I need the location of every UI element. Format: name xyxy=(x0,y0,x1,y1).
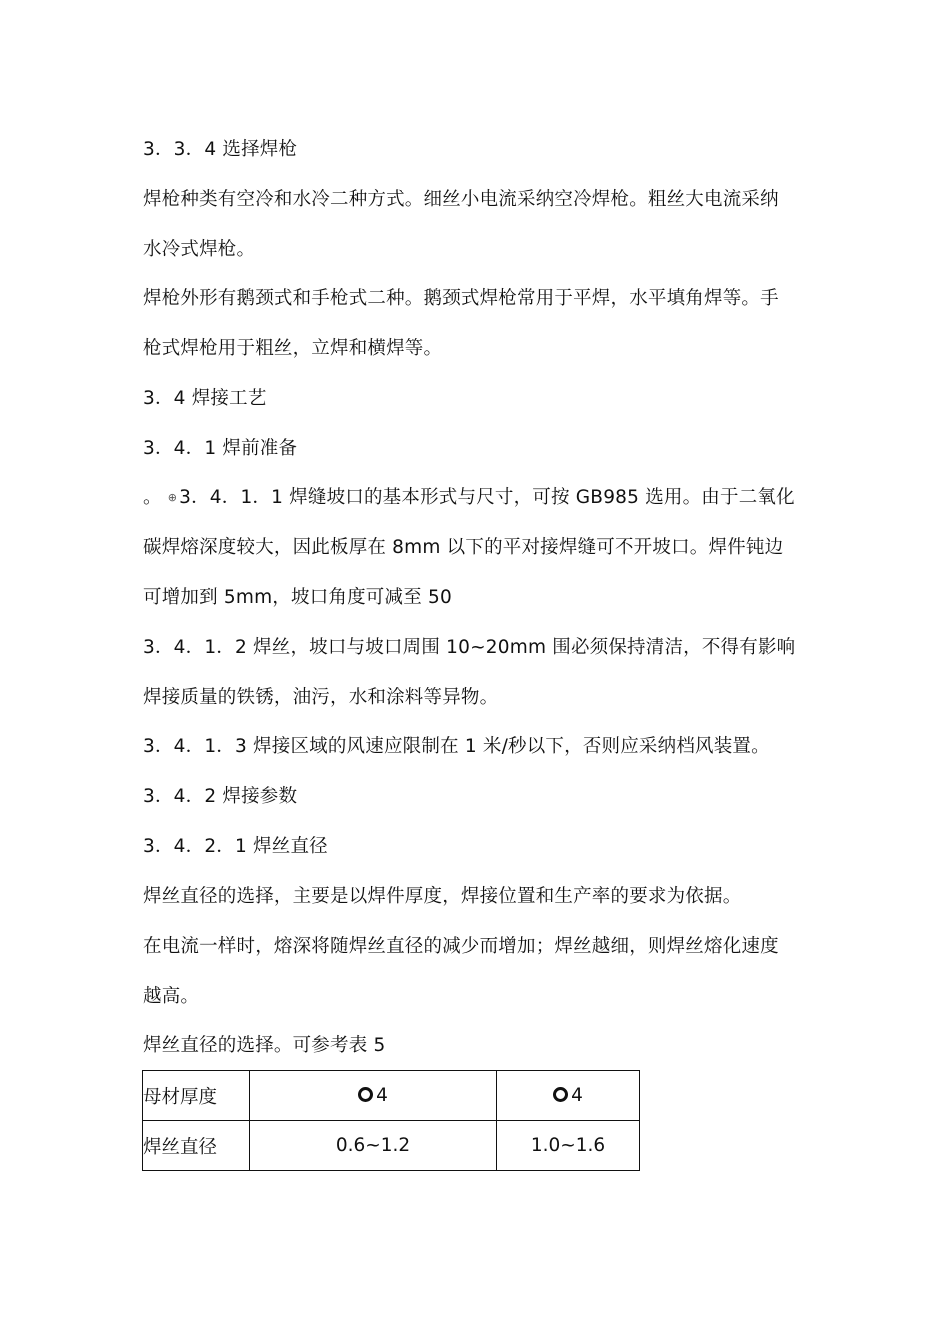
table-row xyxy=(143,1121,640,1171)
paragraph-line: 在电流一样时，熔深将随焊丝直径的减少而增加；焊丝越细，则焊丝熔化速度 xyxy=(143,936,779,957)
heading-3-4: 3．4 焊接工艺 xyxy=(143,388,267,409)
table-cell xyxy=(250,1071,497,1121)
paragraph-line: 3．4．1．3 焊接区域的风速应限制在 1 米/秒以下，否则应采纳档风装置。 xyxy=(143,736,770,757)
paragraph-line: 焊丝直径的选择，主要是以焊件厚度，焊接位置和生产率的要求为依据。 xyxy=(143,886,742,907)
anchor-mark-icon: ⊕ xyxy=(167,491,178,504)
paragraph-line-with-mark xyxy=(143,486,823,510)
row-label-base-thickness: 母材厚度 xyxy=(143,1071,250,1121)
paragraph-line: 枪式焊枪用于粗丝，立焊和横焊等。 xyxy=(143,338,443,359)
paragraph-line: 3．4．1．2 焊丝，坡口与坡口周围 10~20mm 围必须保持清洁，不得有影响 xyxy=(143,637,796,658)
paragraph-line: 焊枪外形有鹅颈式和手枪式二种。鹅颈式焊枪常用于平焊，水平填角焊等。手 xyxy=(143,288,779,309)
heading-3-4-2-1: 3．4．2．1 焊丝直径 xyxy=(143,836,328,857)
diameter-symbol-icon xyxy=(553,1087,568,1102)
table-cell: 1.0~1.6 xyxy=(497,1121,640,1171)
table-caption: 焊丝直径的选择。可参考表 5 xyxy=(143,1035,386,1056)
diameter-symbol-icon xyxy=(358,1087,373,1102)
paragraph-line: 碳焊熔深度较大，因此板厚在 8mm 以下的平对接焊缝可不开坡口。焊件钝边 xyxy=(143,537,784,558)
paragraph-line: 焊枪种类有空冷和水冷二种方式。细丝小电流采纳空冷焊枪。粗丝大电流采纳 xyxy=(143,189,779,210)
heading-3-4-1: 3．4．1 焊前准备 xyxy=(143,438,298,459)
row-label-wire-diameter: 焊丝直径 xyxy=(143,1121,250,1171)
paragraph-text: 3．4．1．1 焊缝坡口的基本形式与尺寸，可按 GB985 选用。由于二氧化 xyxy=(179,487,795,508)
table-cell xyxy=(497,1071,640,1121)
table-cell: 0.6~1.2 xyxy=(250,1121,497,1171)
lead-punctuation: 。 xyxy=(143,487,162,508)
heading-3-3-4: 3．3．4 选择焊枪 xyxy=(143,139,298,160)
table-row xyxy=(143,1071,640,1121)
cell-value: 4 xyxy=(571,1085,583,1106)
wire-diameter-table xyxy=(142,1070,640,1171)
paragraph-line: 水冷式焊枪。 xyxy=(143,239,256,260)
paragraph-line: 越高。 xyxy=(143,986,200,1007)
paragraph-line: 焊接质量的铁锈，油污，水和涂料等异物。 xyxy=(143,687,499,708)
paragraph-line: 可增加到 5mm，坡口角度可减至 50 xyxy=(143,587,452,608)
cell-value: 4 xyxy=(376,1085,388,1106)
heading-3-4-2: 3．4．2 焊接参数 xyxy=(143,786,298,807)
